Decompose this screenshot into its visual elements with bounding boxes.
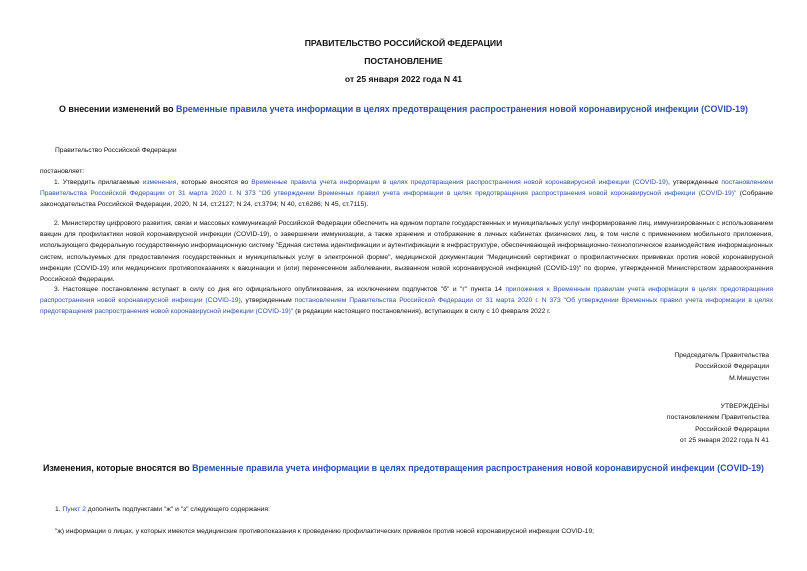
doc-type-heading: ПОСТАНОВЛЕНИЕ	[364, 56, 443, 66]
paragraph-3	[40, 284, 773, 318]
title-prefix: О внесении изменений во	[59, 104, 177, 114]
changes-title-prefix: Изменения, которые вносятся во	[42, 463, 193, 473]
item-1-point-link[interactable]: Пункт 2	[62, 506, 86, 513]
signature-block	[549, 350, 769, 384]
p1-rules-link[interactable]: Временные правила учета информации в целях предотвращения распространения новой коронавирусной инфекции (COVID-19)	[251, 179, 668, 186]
p3-resolution-link[interactable]: постановлением Правительства Российской Федерации от 31 марта 2020 г. N 373 "Об утверждении Временных правил учета информации в целях предотвращения распространения новой коронавирусной инфекции (COVID-19)"	[40, 297, 773, 316]
document-title	[0, 104, 807, 114]
p1-changes-link[interactable]: изменения	[142, 179, 177, 186]
approved-by: постановлением Правительства	[666, 414, 769, 422]
p3-appendix-link[interactable]: приложения к Временным правилам учета информации в целях предотвращения распространения новой коронавирусной инфекции (COVID-19)	[40, 286, 773, 305]
changes-title	[0, 463, 807, 473]
approved-country: Российской Федерации	[695, 425, 769, 433]
p1-text-c: , утвержденные	[667, 179, 722, 186]
p3-text-a: 3. Настоящее постановление вступает в силу со дня его официального опубликования, за исключением подпунктов "б" и "г" пункта 14	[54, 286, 506, 293]
paragraph-2: 2. Министерству цифрового развития, связи и массовых коммуникаций Российской Федерации обеспечить на едином портале государственных и муниципальных услуг информирование лиц, иммунизированных с использованием вакцин для профилактики новой коронавирусной инфекции (COVID-19), о завершении иммунизации, а также хранение и отображение в личных кабинетах физических лиц, в том числе с применением мобильного приложения, использующего федеральную государственную информационную систему "Единая система идентификации и аутентификации в инфраструктуре, обеспечивающей информационно-технологическое взаимодействие информационных систем, используемых для предоставления государственных и муниципальных услуг в электронной форме", медицинской документации "Медицинский сертификат о профилактических прививках против новой коронавирусной инфекции (COVID-19) или медицинских противопоказаниях к вакцинации и (или) перенесенном заболевании, вызванном новой коронавирусной инфекцией (COVID-19)" по форме, утвержденной Министерством здравоохранения Российской Федерации.	[40, 220, 773, 284]
signature-name: М.Мишустин	[729, 374, 769, 382]
approved-label: УТВЕРЖДЕНЫ	[720, 403, 769, 410]
item-1	[55, 504, 788, 515]
title-rules-link[interactable]: Временные правила учета информации в целях предотвращения распространения новой коронавирусной инфекции (COVID-19)	[176, 104, 748, 114]
changes-title-link[interactable]: Временные правила учета информации в целях предотвращения распространения новой коронавирусной инфекции (COVID-19)	[192, 463, 765, 473]
p3-text-c: (в редакции настоящего постановления), вступающих в силу с 10 февраля 2022 г.	[293, 308, 551, 316]
signature-country: Российской Федерации	[695, 363, 769, 371]
signature-position: Председатель Правительства	[674, 352, 769, 359]
resolves-text: постановляет:	[40, 168, 85, 175]
approved-date: от 25 января 2022 года N 41	[679, 437, 769, 445]
item-1-number: 1.	[55, 506, 63, 513]
quote-zh: "ж) информации о лицах, у которых имеются медицинские противопоказания к проведению профилактических прививок против новой коронавирусной инфекции COVID-19;	[55, 528, 595, 535]
p1-resolution-link[interactable]: постановлением Правительства Российской Федерации от 31 марта 2020 г. N 373 "Об утверждении Временных правил учета информации в целях предотвращения распространения новой коронавирусной инфекции (COVID-19)"	[40, 179, 773, 198]
p1-text-a: 1. Утвердить прилагаемые	[54, 179, 143, 186]
p1-text-b: , которые вносятся во	[176, 179, 252, 186]
intro-text: Правительство Российской Федерации	[55, 147, 177, 154]
item-1-text: дополнить подпунктами "ж" и "з" следующего содержания:	[85, 506, 270, 513]
paragraph-1	[40, 177, 773, 211]
p1-text-d: (Собрание законодательства Российской Федерации, 2020, N 14, ст.2127; N 24, ст.3794; N 40, ст.6286; N 45, ст.7115).	[40, 190, 773, 209]
org-heading: ПРАВИТЕЛЬСТВО РОССИЙСКОЙ ФЕДЕРАЦИИ	[304, 38, 503, 48]
p3-text-b: , утвержденным	[240, 297, 295, 305]
approval-block	[549, 401, 769, 447]
date-number: от 25 января 2022 года N 41	[344, 74, 463, 84]
